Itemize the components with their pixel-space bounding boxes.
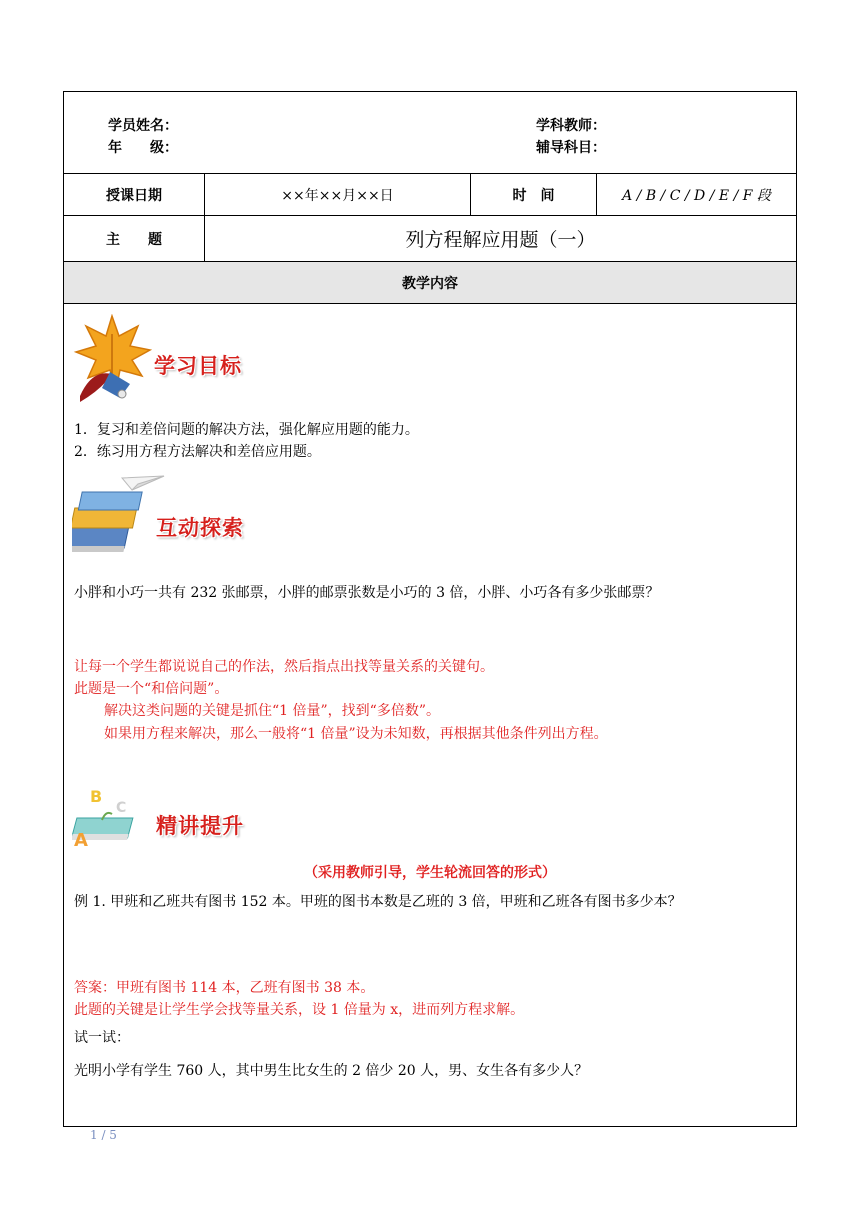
section-header: 教学内容 <box>402 275 458 292</box>
date-time-row <box>64 174 796 216</box>
example-key: 此题的关键是让学生学会找等量关系，设 1 倍量为 x，进而列方程求解。 <box>74 1002 525 1018</box>
topic-value: 列方程解应用题（一） <box>405 229 596 251</box>
lecture-badge-title: 精讲提升 <box>156 814 244 838</box>
time-value: A / B / C / D / E / F 段 <box>622 187 771 204</box>
teacher-label: 学科教师： <box>536 118 606 134</box>
svg-text:B: B <box>90 787 103 806</box>
lesson-sheet <box>63 91 797 1127</box>
date-label: 授课日期 <box>64 174 205 215</box>
lecture-method-note: （采用教师引导，学生轮流回答的形式） <box>304 865 556 881</box>
svg-text:C: C <box>116 800 127 816</box>
explore-note: 解决这类问题的关键是抓住“1 倍量”，找到“多倍数”。 <box>104 703 440 719</box>
topic-row <box>64 216 796 262</box>
goals-badge <box>72 314 252 404</box>
page-number: 1 / 5 <box>90 1128 117 1142</box>
date-value: ××年××月××日 <box>205 174 471 215</box>
section-header-row <box>64 262 796 304</box>
maple-bell-icon <box>72 314 152 404</box>
example-problem: 例 1. 甲班和乙班共有图书 152 本。甲班的图书本数是乙班的 3 倍，甲班和乙班各有图书多少本？ <box>74 894 682 910</box>
explore-note: 让每一个学生都说说自己的作法，然后指点出找等量关系的关键句。 <box>74 659 494 675</box>
svg-text:A: A <box>74 830 88 850</box>
explore-note: 如果用方程来解决，那么一般将“1 倍量”设为未知数，再根据其他条件列出方程。 <box>104 726 608 742</box>
explore-problem: 小胖和小巧一共有 232 张邮票，小胖的邮票张数是小巧的 3 倍，小胖、小巧各有多少张邮票？ <box>74 585 660 601</box>
topic-label: 主 题 <box>64 216 205 261</box>
explore-badge <box>72 474 252 558</box>
example-answer: 答案：甲班有图书 114 本，乙班有图书 38 本。 <box>74 980 375 996</box>
explore-badge-title: 互动探索 <box>156 516 244 540</box>
try-label: 试一试： <box>74 1030 130 1046</box>
time-label: 时 间 <box>471 174 597 215</box>
student-name-label: 学员姓名： <box>108 118 178 134</box>
abc-book-icon <box>72 784 152 850</box>
goal-item: 1．复习和差倍问题的解决方法，强化解应用题的能力。 <box>74 422 419 438</box>
subject-label: 辅导科目： <box>536 140 606 156</box>
grade-label: 年 级： <box>108 140 178 156</box>
student-header-row <box>64 92 796 174</box>
explore-note: 此题是一个“和倍问题”。 <box>74 681 229 697</box>
lecture-badge <box>72 784 252 850</box>
goal-item: 2．练习用方程方法解决和差倍应用题。 <box>74 444 321 460</box>
goals-badge-title: 学习目标 <box>154 354 242 378</box>
try-problem: 光明小学有学生 760 人，其中男生比女生的 2 倍少 20 人，男、女生各有多少人？ <box>74 1063 589 1079</box>
teaching-content <box>64 304 796 1126</box>
